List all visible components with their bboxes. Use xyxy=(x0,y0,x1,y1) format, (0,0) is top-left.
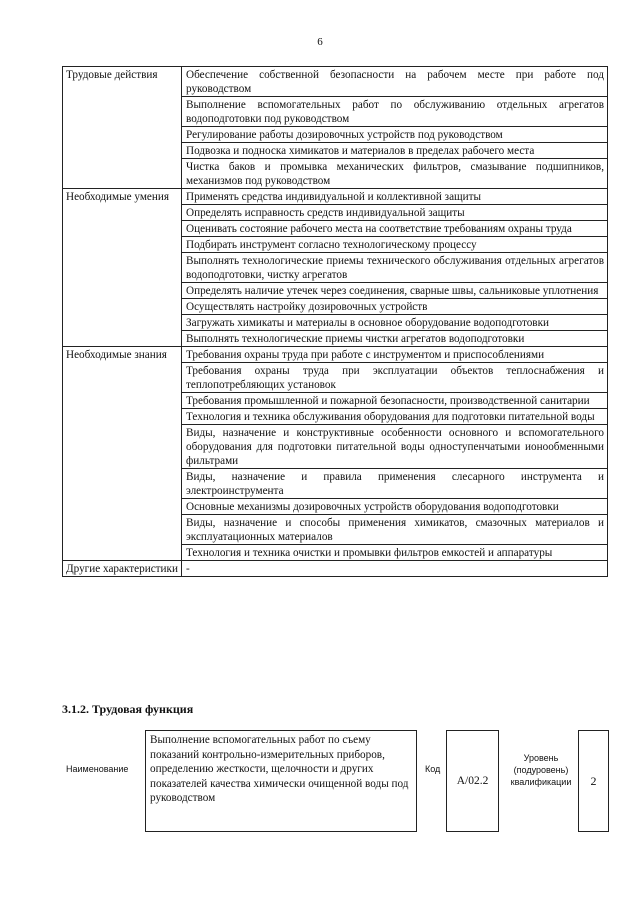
table-row xyxy=(63,67,608,97)
table-cell: Требования охраны труда при работе с инструментом и приспособлениями xyxy=(182,347,608,363)
qualification-level-label: Уровень (подуровень) квалификации xyxy=(510,753,572,787)
table-row xyxy=(63,347,608,363)
table-cell: Выполнять технологические приемы чистки агрегатов водоподготовки xyxy=(182,331,608,347)
table-cell: Виды, назначение и правила применения слесарного инструмента и электроинструмента xyxy=(182,469,608,499)
table-cell: Виды, назначение и конструктивные особенности основного и вспомогательного оборудования для подготовки питательной воды одноступенчатыми ионообменными фильтрами xyxy=(182,425,608,469)
table-cell: Подбирать инструмент согласно технологическому процессу xyxy=(182,237,608,253)
code-label: Код xyxy=(425,764,441,774)
section-label: Необходимые умения xyxy=(63,189,182,347)
page-number: 6 xyxy=(317,36,323,48)
table-row xyxy=(63,189,608,205)
section-label: Необходимые знания xyxy=(63,347,182,561)
table-row xyxy=(63,561,608,577)
table-cell: Выполнять технологические приемы технического обслуживания отдельных агрегатов водоподготовки, чистку агрегатов xyxy=(182,253,608,283)
code-box: А/02.2 xyxy=(446,730,499,832)
table-cell: Выполнение вспомогательных работ по обслуживанию отдельных агрегатов водоподготовки под руководством xyxy=(182,97,608,127)
table-cell: Требования охраны труда при эксплуатации объектов теплоснабжения и теплопотребляющих установок xyxy=(182,363,608,393)
section-label: Трудовые действия xyxy=(63,67,182,189)
table-cell: Технология и техника очистки и промывки фильтров емкостей и аппаратуры xyxy=(182,545,608,561)
table-cell: Основные механизмы дозировочных устройств оборудования водоподготовки xyxy=(182,499,608,515)
table-cell: Требования промышленной и пожарной безопасности, производственной санитарии xyxy=(182,393,608,409)
table-cell: Применять средства индивидуальной и коллективной защиты xyxy=(182,189,608,205)
table-cell: Технология и техника обслуживания оборудования для подготовки питательной воды xyxy=(182,409,608,425)
table-cell: Загружать химикаты и материалы в основное оборудование водоподготовки xyxy=(182,315,608,331)
table-cell: Виды, назначение и способы применения химикатов, смазочных материалов и эксплуатационных материалов xyxy=(182,515,608,545)
table-cell: Осуществлять настройку дозировочных устройств xyxy=(182,299,608,315)
table-cell: Подвозка и подноска химикатов и материалов в пределах рабочего места xyxy=(182,143,608,159)
table-cell: Чистка баков и промывка механических фильтров, смазывание подшипников, механизмов под руководством xyxy=(182,159,608,189)
section-label: Другие характеристики xyxy=(63,561,182,577)
table-cell: Оценивать состояние рабочего места на соответствие требованиям охраны труда xyxy=(182,221,608,237)
qualification-level-box: 2 xyxy=(578,730,609,832)
table-cell: Определять наличие утечек через соединения, сварные швы, сальниковые уплотнения xyxy=(182,283,608,299)
table-cell: Регулирование работы дозировочных устройств под руководством xyxy=(182,127,608,143)
labor-function-table xyxy=(62,66,608,577)
section-heading: 3.1.2. Трудовая функция xyxy=(62,702,194,716)
table-cell: - xyxy=(182,561,608,577)
name-label: Наименование xyxy=(66,764,129,774)
function-name-box: Выполнение вспомогательных работ по съему показаний контрольно-измерительных приборов, определению жесткости, щелочности и других показателей качества химически очищенной воды под руководством xyxy=(145,730,417,832)
table-cell: Обеспечение собственной безопасности на рабочем месте при работе под руководством xyxy=(182,67,608,97)
table-cell: Определять исправность средств индивидуальной защиты xyxy=(182,205,608,221)
